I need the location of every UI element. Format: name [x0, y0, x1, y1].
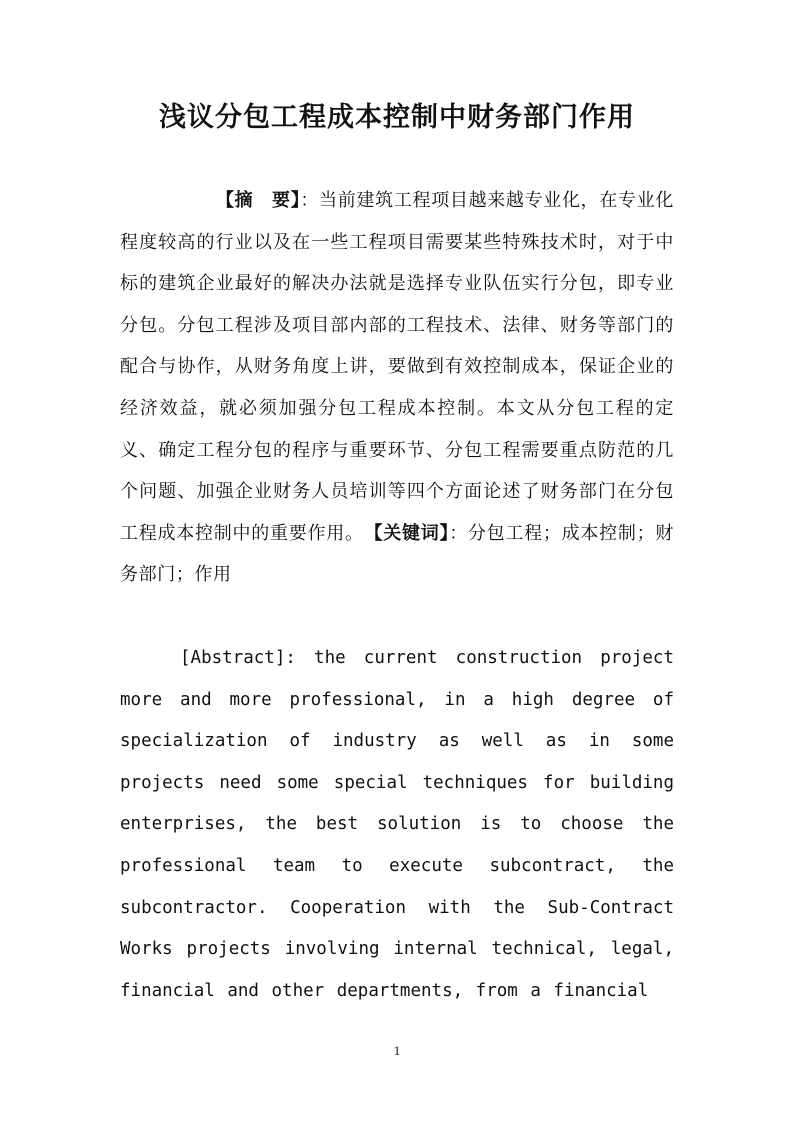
abstract-label: 【摘 要】: [216, 190, 301, 211]
english-abstract: [Abstract]: the current construction project more and more professional, in a high degree of specialization of industry as well as in some projects need some special techniques for building enterprises, the best solution is to choose the professional team to execute subcontract, the subcontractor. Cooperation with the Sub-Contract Works projects involving internal technical, legal, financial and other departments, from a financial: [120, 648, 674, 1001]
abstract-text: ：当前建筑工程项目越来越专业化，在专业化程度较高的行业以及在一些工程项目需要某些特殊技术时，对于中标的建筑企业最好的解决办法就是选择专业队伍实行分包，即专业分包。分包工程涉及项目部内部的工程技术、法律、财务等部门的配合与协作，从财务角度上讲，要做到有效控制成本，保证企业的经济效益，就必须加强分包工程成本控制。本文从分包工程的定义、确定工程分包的程序与重要环节、分包工程需要重点防范的几个问题、加强企业财务人员培训等四个方面论述了财务部门在分包工程成本控制中的重要作用。: [120, 190, 675, 544]
document-title: 浅议分包工程成本控制中财务部门作用: [159, 102, 635, 133]
page-number: 1: [393, 1043, 401, 1058]
keywords-text: ：分包工程；成本控制；财务部门；作用: [120, 522, 674, 586]
keywords-label: 【关键词】: [373, 522, 450, 544]
chinese-abstract: [120, 180, 674, 596]
